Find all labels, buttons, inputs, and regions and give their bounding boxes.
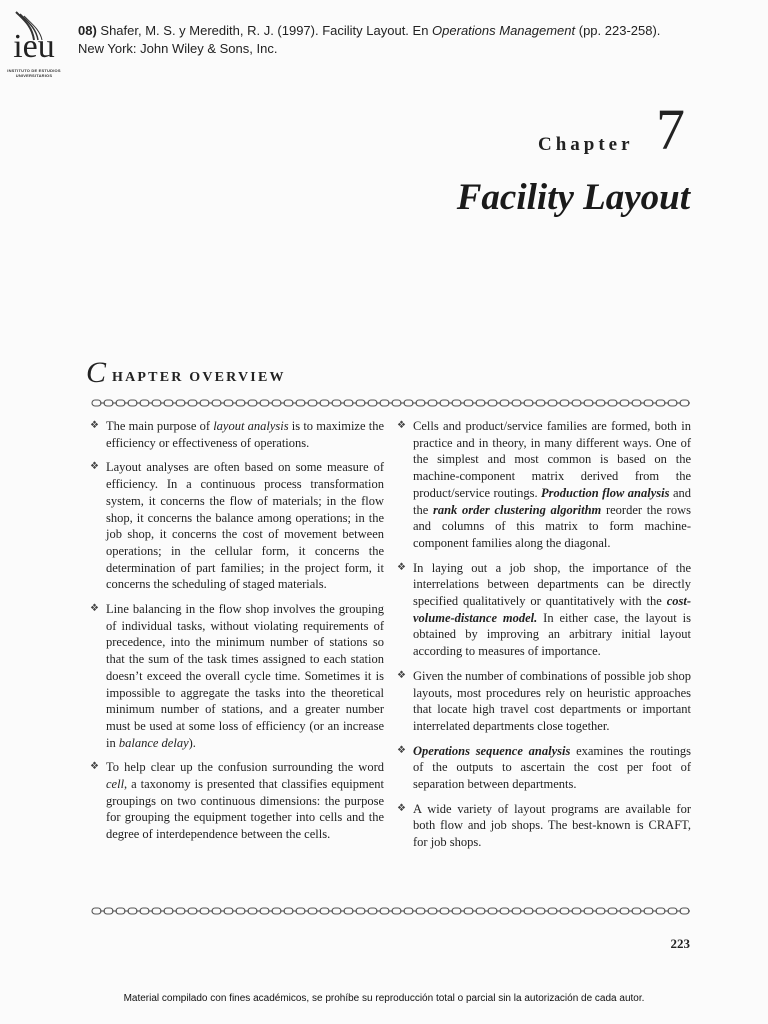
overview-heading-initial: C: [86, 356, 107, 389]
text: In either case, the layout is obtained by improving an arbitrary initial layout according to measures of importance.: [413, 610, 691, 659]
text: examines the routings of the outputs to ascertain the cost per foot of separation between departments.: [413, 743, 691, 792]
list-item: [90, 459, 384, 593]
text: is to maximize the efficiency or effectiveness of operations.: [106, 419, 384, 450]
overview-left-column: [90, 418, 384, 851]
bullet-icon: ❖: [397, 802, 406, 814]
text: In laying out a job shop, the importance of the interrelations between departments can be directly specified qualitatively or quantitatively with the: [413, 560, 691, 609]
footer-notice: Material compilado con fines académicos, se prohíbe su reproducción total o parcial sin la autorización de cada autor.: [123, 993, 645, 1004]
bullet-icon: ❖: [397, 420, 406, 431]
bullet-icon: ❖: [90, 420, 99, 431]
list-item: [90, 759, 384, 843]
overview-right-column: [397, 418, 691, 859]
list-item: [397, 668, 691, 735]
chapter-label: Chapter: [538, 134, 634, 155]
bullet-icon: ❖: [397, 669, 406, 681]
text: Cells and product/service families are formed, both in practice and in theory, in many different ways. One of the simplest and most common is based on the machine-component matrix derived from the product/service routings.: [413, 419, 691, 500]
citation-text-before: Shafer, M. S. y Meredith, R. J. (1997). Facility Layout. En: [96, 23, 433, 38]
term: rank order clustering algorithm: [432, 502, 602, 517]
text: ).: [188, 735, 196, 750]
text: To help clear up the confusion surrounding the word: [106, 760, 384, 775]
bullet-icon: ❖: [90, 461, 99, 473]
list-item: [397, 743, 691, 793]
page-number: 223: [670, 936, 690, 951]
term: Operations sequence analysis: [413, 743, 571, 758]
chain-divider-bottom: [90, 906, 690, 916]
bullet-icon: ❖: [397, 744, 406, 756]
term: layout analysis: [213, 419, 289, 433]
list-item: [397, 801, 691, 851]
chapter-title: Facility Layout: [456, 177, 690, 218]
list-item: [90, 418, 384, 451]
chapter-number: 7: [656, 97, 685, 162]
citation-book-title: Operations Management: [432, 23, 576, 38]
term: cell: [106, 777, 125, 792]
citation-text-after: (pp. 223-258). New York: John Wiley & Sons, Inc.: [78, 23, 661, 56]
text: reorder the rows and columns of this matrix to form machine-component families along the diagonal.: [413, 502, 691, 550]
overview-heading: HAPTER OVERVIEW: [112, 370, 286, 385]
bullet-icon: ❖: [397, 561, 406, 573]
text: Given the number of combinations of possible job shop layouts, most procedures rely on heuristic approaches that locate high travel cost departments or important interrelated departments close together.: [413, 668, 691, 733]
bullet-icon: ❖: [90, 603, 99, 615]
list-item: [397, 560, 691, 660]
citation-number: 08): [78, 23, 97, 38]
term: Production flow analysis: [541, 485, 670, 500]
term: cost-volume-distance model.: [413, 594, 691, 625]
text: Layout analyses are often based on some measure of efficiency. In a continuous process transformation system, it concerns the flow of materials; in the flow shop, it concerns the balance among operations; in the job shop, it concerns the cost of movement between operations; in the cellular form, it concerns the determination of part families; in the project form, it concerns the scheduling of staged materials.: [106, 460, 384, 592]
chain-divider-top: [90, 398, 690, 408]
citation: [78, 22, 678, 58]
text: Line balancing in the flow shop involves the grouping of individual tasks, without violating requirements of precedence, into the minimum number of stations so that the sum of the task times assigned to each station doesn’t exceed the overall cycle time. Sometimes it is impossible to aggregate the tasks into the theoretical minimum number of stations, and a greater number must be used at some loss of efficiency (or an increase in: [106, 602, 384, 750]
text: and the: [413, 485, 691, 517]
logo-wordmark: ieu: [13, 28, 55, 65]
text: The main purpose of: [106, 419, 214, 433]
list-item: [397, 418, 691, 552]
text: A wide variety of layout programs are available for both flow and job shops. The best-known is CRAFT, for job shops.: [413, 801, 691, 850]
list-item: [90, 601, 384, 751]
text: , a taxonomy is presented that classifies equipment groupings on two continuous dimensions: the purpose for grouping the equipment together into cells and the degree of interdependence between the cells.: [106, 777, 384, 842]
term: balance delay: [118, 735, 189, 750]
logo-subtext: INSTITUTO DE ESTUDIOS UNIVERSITARIOS: [7, 68, 61, 78]
bullet-icon: ❖: [90, 761, 99, 773]
